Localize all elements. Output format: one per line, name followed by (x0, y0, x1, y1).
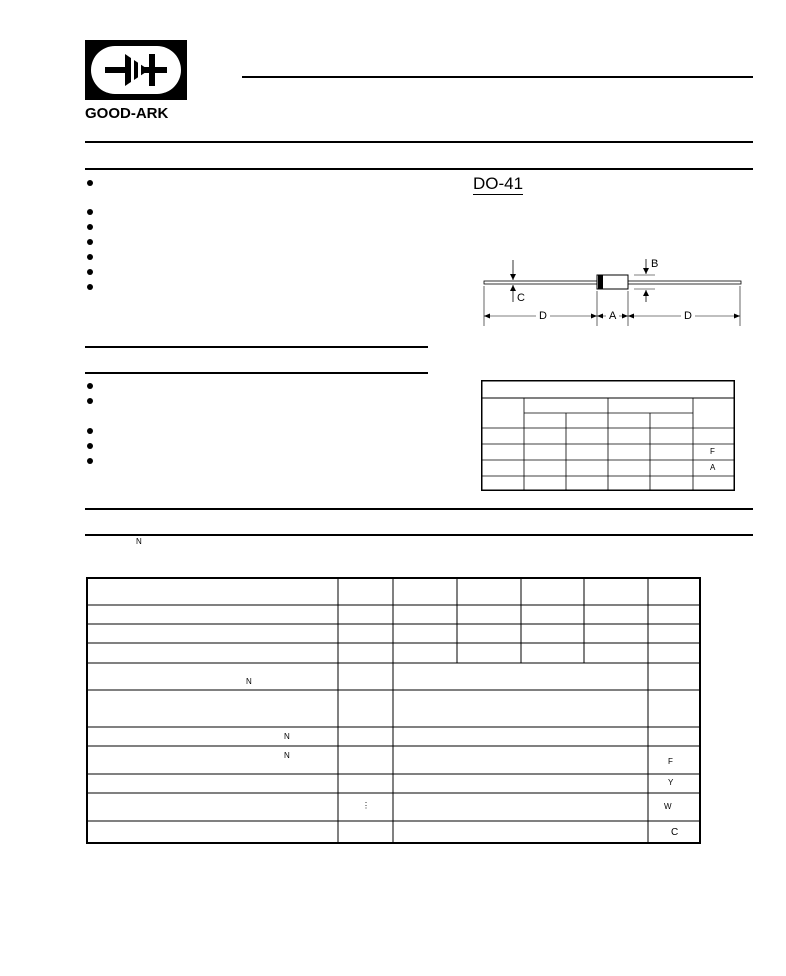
section-rule-top (85, 141, 753, 143)
rating-row-mark: N (284, 751, 290, 760)
package-name: DO-41 (473, 174, 524, 193)
dim-label-c: C (517, 292, 525, 304)
rating-unit: C (671, 827, 679, 838)
rating-row-mark: N (246, 677, 252, 686)
dim-table-mark: F (710, 447, 715, 456)
brand-name: GOOD-ARK (85, 105, 169, 122)
list-item (87, 284, 93, 290)
rating-unit: W (664, 802, 672, 811)
ratings-rule-bottom (85, 534, 753, 536)
mech-rule-top (85, 346, 428, 348)
list-item (87, 239, 93, 245)
list-item (87, 428, 93, 434)
list-item (87, 209, 93, 215)
dim-label-a: A (606, 310, 619, 322)
list-item (87, 269, 93, 275)
list-item (87, 458, 93, 464)
dimension-table (481, 380, 735, 491)
list-item (87, 254, 93, 260)
mech-rule-bottom (85, 372, 428, 374)
rating-row-mark: N (284, 732, 290, 741)
dim-label-d-left: D (536, 310, 550, 322)
ratings-note-mark: N (136, 537, 142, 546)
list-item (87, 443, 93, 449)
dim-label-d-right: D (681, 310, 695, 322)
rating-unit: F (668, 757, 673, 766)
ratings-table (86, 577, 701, 844)
list-item (87, 180, 93, 186)
list-item (87, 383, 93, 389)
title-rule (242, 76, 753, 78)
rating-symbol-mark: ⋮ (362, 801, 370, 810)
list-item (87, 224, 93, 230)
section-rule-bottom (85, 168, 753, 170)
diode-symbol-icon (85, 40, 187, 100)
list-item (87, 398, 93, 404)
brand-logo (85, 40, 187, 100)
ratings-rule-top (85, 508, 753, 510)
rating-unit: Y (668, 778, 674, 787)
dim-label-b: B (651, 258, 659, 270)
dim-table-mark: A (710, 463, 716, 472)
